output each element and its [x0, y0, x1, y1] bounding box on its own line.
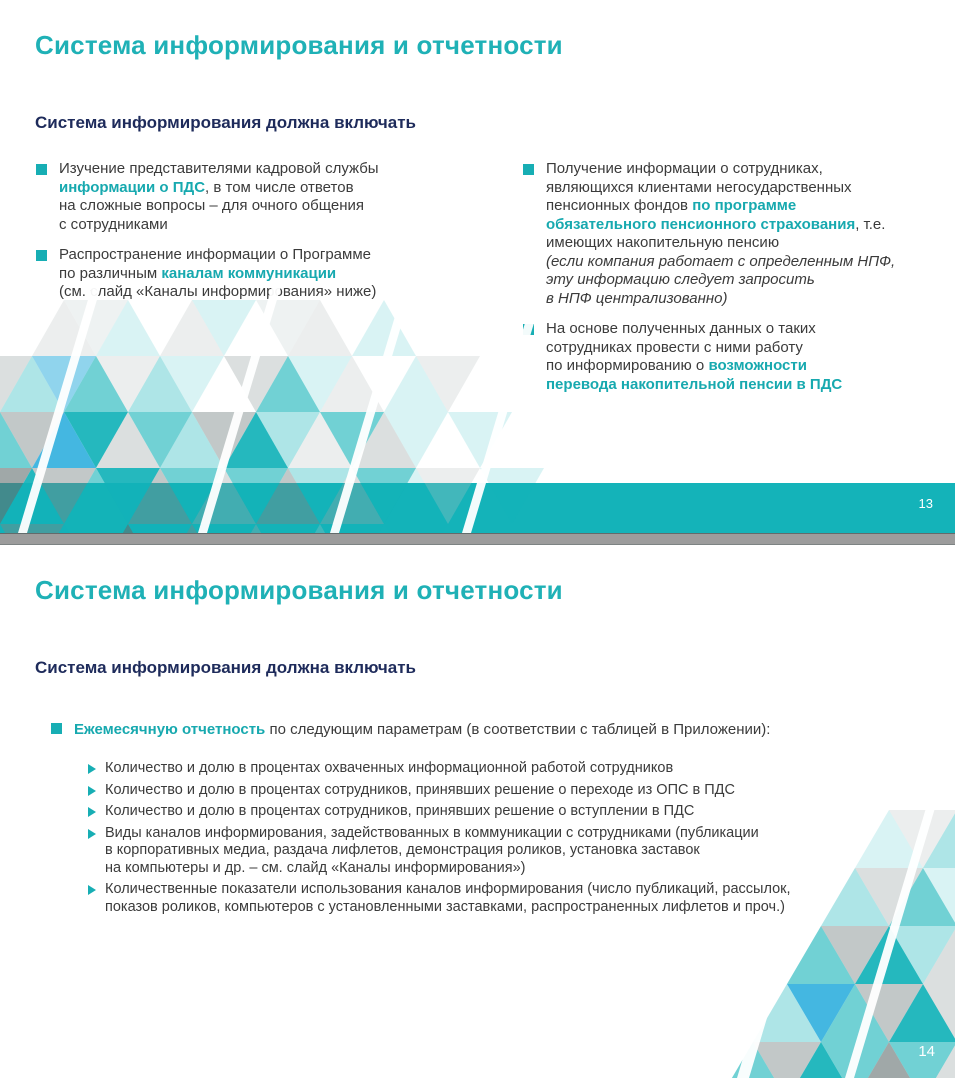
slide-title: Система информирования и отчетности: [35, 30, 563, 60]
bullet-arrow-icon: [88, 829, 96, 839]
sub-bullet-text: Виды каналов информирования, задействованных в коммуникации с сотрудниками (публикации в корпоративных медиа, раздача лифлетов, демонстрация роликов, установка заставок на компьютеры и др. – см. слайд «Каналы информирования»): [105, 824, 759, 876]
slide-14: [0, 545, 955, 1078]
bullet-square-icon: [36, 164, 47, 175]
bullet-square-icon: [523, 164, 534, 175]
bullet-text: Ежемесячную отчетность по следующим параметрам (в соответствии с таблицей в Приложении):: [74, 721, 771, 738]
page-separator: [0, 533, 955, 545]
bullet-text: На основе полученных данных о таких сотрудниках провести с ними работу по информированию о возможности перевода накопительной пенсии в ПДС: [546, 320, 843, 393]
bullet-square-icon: [36, 250, 47, 261]
slide-title: Система информирования и отчетности: [35, 575, 563, 605]
bullet-item: [35, 160, 510, 234]
bullet-item: [50, 720, 920, 739]
bullet-text: Распространение информации о Программе по различным каналам коммуникации (см. слайд «Каналы информирования» ниже): [59, 246, 377, 300]
bullet-text: Получение информации о сотрудниках, являющихся клиентами негосударственных пенсионных фондов по программе обязательного пенсионного страхования, т.е. имеющих накопительную пенсию (если компания работает с определенным НПФ, эту информацию следует запросить в НПФ централизованно): [546, 160, 896, 307]
sub-bullet-text: Количество и долю в процентах сотрудников, принявших решение о переходе из ОПС в ПДС: [105, 781, 735, 798]
bullet-text: Изучение представителями кадровой службы информации о ПДС, в том числе ответов на сложные вопросы – для очного общения с сотрудниками: [59, 160, 379, 233]
bullet-arrow-icon: [88, 764, 96, 774]
sub-bullet-text: Количество и долю в процентах охваченных информационной работой сотрудников: [105, 760, 674, 776]
sub-bullet-text: Количество и долю в процентах сотрудников, принявших решение о вступлении в ПДС: [105, 803, 695, 819]
bullet-square-icon: [51, 723, 62, 734]
sub-bullet-text: Количественные показатели использования каналов информирования (число публикаций, рассылок, показов роликов, компьютеров с установленными заставками, распространенных лифлетов и проч.): [105, 881, 791, 915]
bullet-arrow-icon: [88, 885, 96, 895]
page-number: 13: [918, 496, 933, 511]
triangle-pattern-decoration: [0, 288, 620, 533]
sub-bullet-item: [88, 782, 918, 800]
bullet-item: [522, 160, 947, 308]
sub-bullet-item: [88, 760, 918, 778]
slide-subtitle: Система информирования должна включать: [35, 658, 417, 677]
bullet-arrow-icon: [88, 786, 96, 796]
slide-13: [0, 0, 955, 533]
slide-subtitle: Система информирования должна включать: [35, 113, 417, 132]
page-number: 14: [918, 1043, 935, 1060]
triangle-pattern-decoration: [685, 810, 955, 1078]
bullet-arrow-icon: [88, 807, 96, 817]
